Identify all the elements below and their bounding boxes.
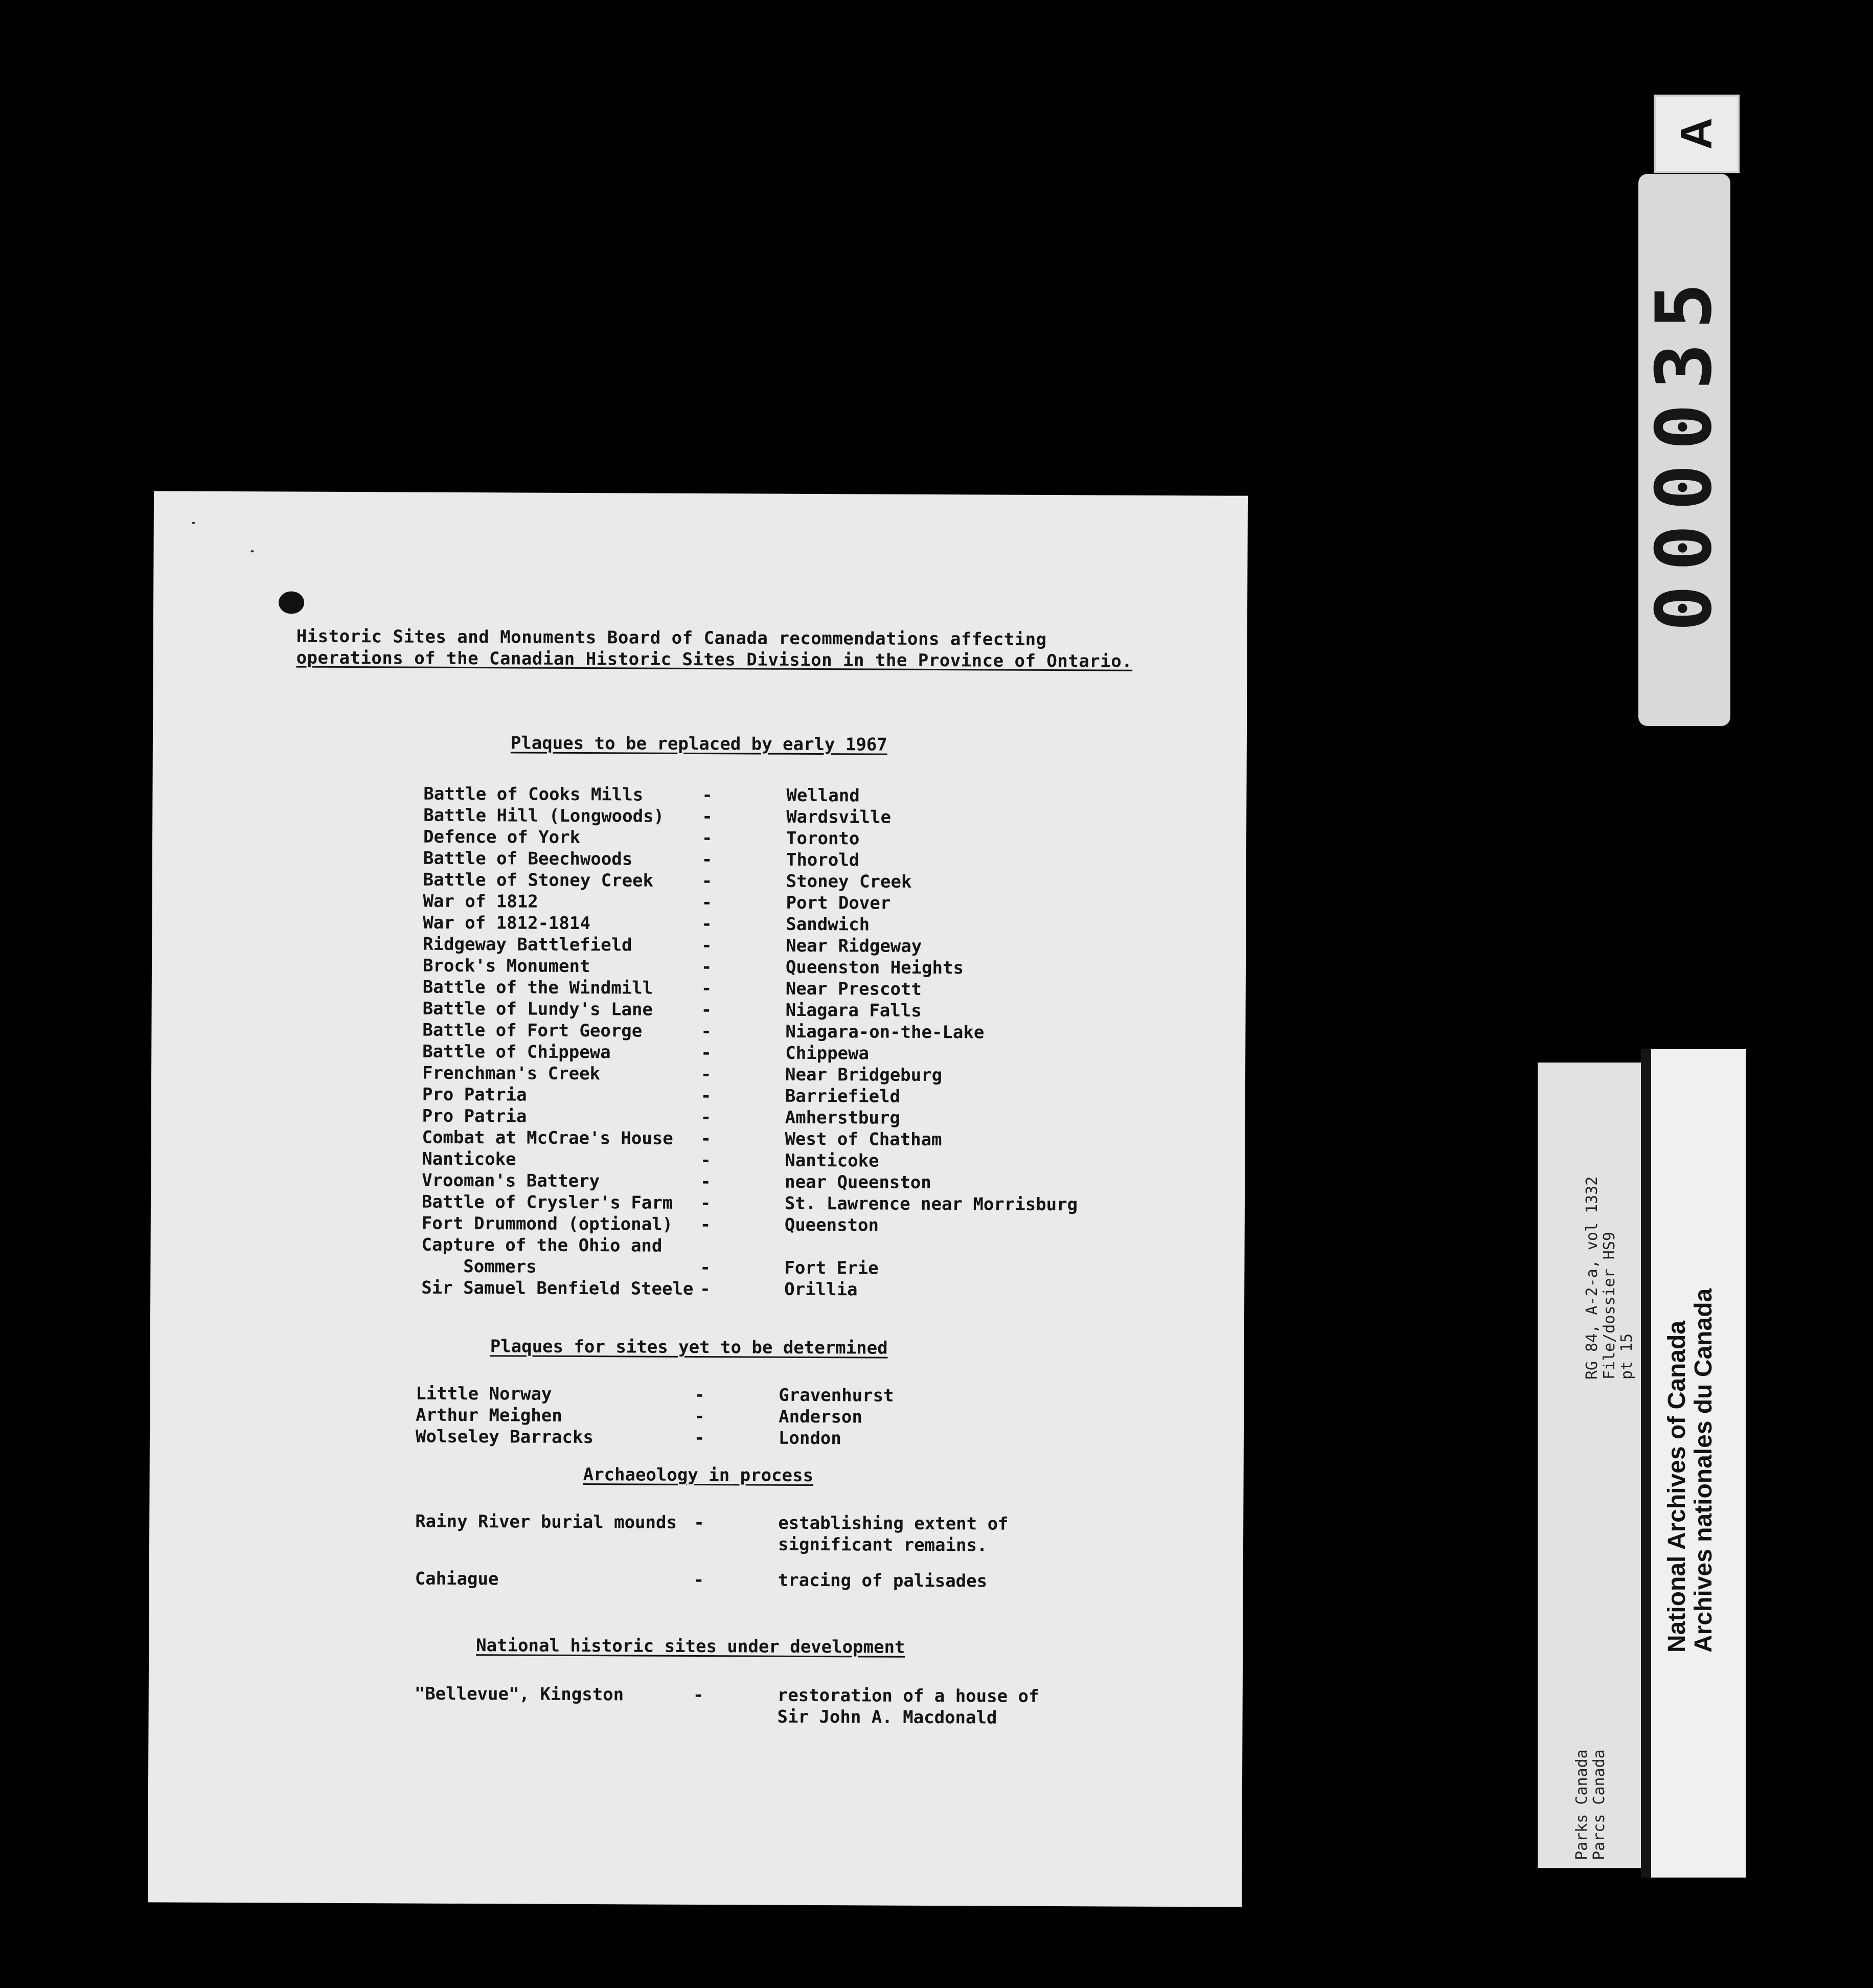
site-location: Near Prescott <box>785 978 922 1000</box>
site-name: Battle of Chippewa <box>422 1041 611 1063</box>
frame-number-strip <box>1638 174 1730 726</box>
separator: - <box>701 1043 712 1064</box>
site-name: Arthur Meighen <box>416 1405 562 1426</box>
separator: - <box>700 1064 712 1085</box>
site-name: Battle of Lundy's Lane <box>422 998 653 1020</box>
site-name: Wolseley Barracks <box>415 1426 594 1448</box>
separator: - <box>700 1193 711 1214</box>
separator: - <box>700 1279 711 1300</box>
site-location: Welland <box>786 785 860 806</box>
site-location: Niagara-on-the-Lake <box>785 1021 985 1043</box>
paper-speck <box>192 522 195 524</box>
separator: - <box>693 1684 704 1706</box>
archive-tab-letter: A <box>1672 118 1721 150</box>
site-name: Brock's Monument <box>422 955 590 977</box>
section-heading-archaeology: Archaeology in process <box>583 1464 814 1486</box>
separator: - <box>700 1150 711 1171</box>
separator: - <box>693 1569 704 1591</box>
site-name: Cahiague <box>415 1568 499 1590</box>
site-name: Nanticoke <box>422 1148 516 1170</box>
punch-hole <box>279 591 304 614</box>
site-location: Stoney Creek <box>786 871 912 892</box>
reference-line-3: pt 15 <box>1618 1333 1636 1380</box>
site-name: Vrooman's Battery <box>422 1170 600 1192</box>
archive-tab <box>1654 95 1740 173</box>
label-stripe <box>1641 1049 1651 1878</box>
separator: - <box>700 1214 711 1235</box>
separator: - <box>702 806 713 827</box>
section-heading-plaques-replaced: Plaques to be replaced by early 1967 <box>510 733 887 755</box>
separator: - <box>700 1107 712 1128</box>
separator: - <box>701 914 712 935</box>
site-location: Near Bridgeburg <box>785 1064 943 1086</box>
site-name: "Bellevue", Kingston <box>414 1683 624 1705</box>
site-name: Capture of the Ohio and <box>421 1234 663 1256</box>
site-name: Battle of Cooks Mills <box>423 783 644 805</box>
site-name: Little Norway <box>416 1383 552 1405</box>
site-name: War of 1812 <box>423 891 538 912</box>
site-location: Anderson <box>779 1406 862 1428</box>
site-location: Fort Erie <box>784 1257 879 1279</box>
separator: - <box>701 1021 712 1042</box>
site-name: Battle of the Windmill <box>422 977 653 999</box>
site-location: tracing of palisades <box>778 1570 988 1592</box>
site-location: West of Chatham <box>785 1128 942 1150</box>
site-name: Battle of Beechwoods <box>423 848 633 870</box>
institution-text <box>1664 1289 1717 1653</box>
document-title <box>296 626 1176 673</box>
site-location: establishing extent of <box>778 1512 1009 1534</box>
separator: - <box>701 828 713 849</box>
separator: - <box>701 978 712 999</box>
separator: - <box>701 849 713 870</box>
separator: - <box>701 871 713 892</box>
site-location: Barriefield <box>785 1086 901 1107</box>
document-page <box>148 491 1248 1907</box>
site-name: Fort Drummond (optional) <box>421 1213 673 1235</box>
site-name: Pro Patria <box>422 1084 527 1105</box>
site-location: Queenston <box>784 1214 879 1236</box>
site-location: Amherstburg <box>785 1107 900 1128</box>
site-location: Port Dover <box>786 892 891 914</box>
site-name: Frenchman's Creek <box>422 1063 601 1085</box>
agency-text <box>1573 1749 1608 1860</box>
site-location: Wardsville <box>786 806 892 828</box>
section-heading-national-sites: National historic sites under development <box>476 1635 905 1658</box>
separator: - <box>700 1171 711 1192</box>
institution-label <box>1641 1049 1746 1878</box>
paper-speck <box>251 550 254 552</box>
site-name: Defence of York <box>423 826 581 848</box>
separator: - <box>700 1086 712 1106</box>
site-location: Niagara Falls <box>785 1000 922 1021</box>
separator: - <box>701 892 713 913</box>
archaeology-list <box>415 1511 1009 1592</box>
site-name: Ridgeway Battlefield <box>423 934 632 956</box>
site-name: Battle of Stoney Creek <box>423 869 654 891</box>
separator: - <box>694 1512 704 1533</box>
title-line-2: operations of the Canadian Historic Sites Division in the Province of Ontario. <box>296 647 1133 672</box>
reference-line-1: RG 84, A-2-a, vol 1332 <box>1583 1176 1601 1380</box>
separator: - <box>694 1384 705 1406</box>
reference-text <box>1584 1177 1636 1380</box>
site-name: Pro Patria <box>422 1105 527 1127</box>
site-location: significant remains. <box>778 1534 988 1556</box>
agency-en: Parks Canada <box>1573 1749 1591 1860</box>
separator: - <box>700 1128 712 1149</box>
title-line-1: Historic Sites and Monuments Board of Canada recommendations affecting <box>296 626 1047 650</box>
institution-en: National Archives of Canada <box>1663 1320 1691 1653</box>
site-name: Rainy River burial mounds <box>415 1511 677 1533</box>
section-heading-plaques-undetermined: Plaques for sites yet to be determined <box>490 1336 888 1359</box>
plaques-replaced-list <box>421 783 1078 1300</box>
site-location: Gravenhurst <box>779 1385 894 1406</box>
site-location: St. Lawrence near Morrisburg <box>784 1193 1078 1215</box>
separator: - <box>694 1427 705 1449</box>
separator: - <box>701 957 712 978</box>
site-name: Battle Hill (Longwoods) <box>423 805 665 827</box>
site-location: restoration of a house of <box>777 1685 1039 1707</box>
site-location: Toronto <box>786 828 860 849</box>
site-name: War of 1812-1814 <box>423 912 590 934</box>
site-location: Sir John A. Macdonald <box>777 1706 997 1728</box>
site-name: Combat at McCrae's House <box>422 1127 673 1149</box>
site-location: London <box>778 1428 841 1449</box>
site-name: Sommers <box>421 1256 537 1277</box>
site-location: near Queenston <box>785 1171 931 1193</box>
frame-number: 000035 <box>1640 268 1729 631</box>
separator: - <box>702 785 713 806</box>
separator: - <box>701 1000 712 1021</box>
site-location: Nanticoke <box>785 1150 879 1171</box>
reference-line-2: File/dossier HS9 <box>1601 1232 1618 1380</box>
site-location: Near Ridgeway <box>786 935 922 957</box>
separator: - <box>694 1406 705 1427</box>
site-name: Sir Samuel Benfield Steele <box>421 1277 694 1299</box>
institution-fr: Archives nationales du Canada <box>1690 1288 1717 1653</box>
separator: - <box>700 1257 711 1278</box>
site-location: Thorold <box>786 849 860 871</box>
separator: - <box>701 935 712 956</box>
reference-label <box>1538 1063 1653 1868</box>
site-location: Orillia <box>784 1279 858 1300</box>
site-location: Sandwich <box>786 914 870 935</box>
site-name: Battle of Crysler's Farm <box>421 1191 673 1213</box>
agency-fr: Parcs Canada <box>1590 1749 1608 1860</box>
site-name: Battle of Fort George <box>422 1020 643 1042</box>
site-location: Queenston Heights <box>785 957 964 979</box>
site-location: Chippewa <box>785 1043 870 1064</box>
